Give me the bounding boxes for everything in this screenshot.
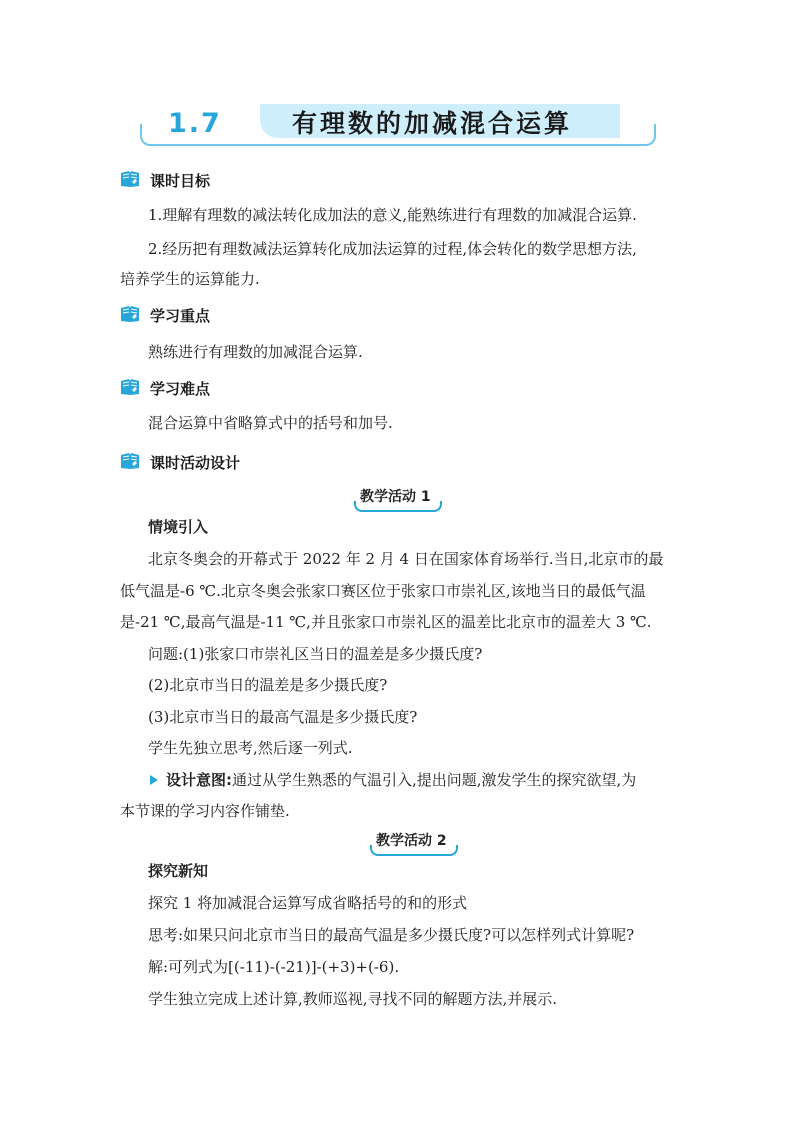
student-task-line: 学生独立完成上述计算,教师巡视,寻找不同的解题方法,并展示. <box>148 990 558 1008</box>
goal-item-2: 2.经历把有理数减法运算转化成加法运算的过程,体会转化的数学思想方法, <box>148 240 637 258</box>
chapter-title: 有理数的加减混合运算 <box>292 109 573 138</box>
solution-line: 解:可列式为[(-11)-(-21)]-(+3)+(-6). <box>148 958 400 976</box>
goal-item-1: 1.理解有理数的减法转化成加法的意义,能熟练进行有理数的加减混合运算. <box>148 206 637 224</box>
activity-1-subheading: 情境引入 <box>148 518 209 536</box>
open-book-icon <box>120 378 140 396</box>
activity-1-line-7: 学生先独立思考,然后逐一列式. <box>148 739 353 757</box>
activity-2-label: 教学活动 2 <box>370 830 458 854</box>
chapter-title-banner <box>124 100 660 152</box>
activity-1-line-2: 低气温是-6 ℃.北京冬奥会张家口赛区位于张家口市崇礼区,该地当日的最低气温 <box>120 582 646 600</box>
activity-1-label: 教学活动 1 <box>354 486 442 510</box>
activity-1-line-3: 是-21 ℃,最高气温是-11 ℃,并且张家口市崇礼区的温差比北京市的温差大 3 ℃. <box>120 613 652 631</box>
design-intent-cont: 本节课的学习内容作铺垫. <box>120 802 290 820</box>
key-point-text: 熟练进行有理数的加减混合运算. <box>148 343 363 361</box>
activity-2-subheading: 探究新知 <box>148 862 209 880</box>
activity-1-question-1: 问题:(1)张家口市崇礼区当日的温差是多少摄氏度? <box>148 645 483 663</box>
goal-item-2-cont: 培养学生的运算能力. <box>120 270 260 288</box>
chapter-number: 1.7 <box>168 108 222 139</box>
difficulty-text: 混合运算中省略算式中的括号和加号. <box>148 414 393 432</box>
triangle-pointer-icon <box>150 775 158 785</box>
open-book-icon <box>120 452 140 470</box>
activity-1-line-1: 北京冬奥会的开幕式于 2022 年 2 月 4 日在国家体育场举行.当日,北京市的最 <box>148 550 664 568</box>
activity-1-question-2: (2)北京市当日的温差是多少摄氏度? <box>148 676 388 694</box>
design-intent-label: 设计意图: <box>166 771 232 789</box>
design-intent <box>166 765 636 795</box>
activity-1-question-3: (3)北京市当日的最高气温是多少摄氏度? <box>148 708 418 726</box>
open-book-icon <box>120 305 140 323</box>
think-question: 思考:如果只问北京市当日的最高气温是多少摄氏度?可以怎样列式计算呢? <box>148 926 635 944</box>
design-intent-text: 通过从学生熟悉的气温引入,提出问题,激发学生的探究欲望,为 <box>232 771 637 789</box>
explore-1-title: 探究 1 将加减混合运算写成省略括号的和的形式 <box>148 894 468 912</box>
open-book-icon <box>120 170 140 188</box>
